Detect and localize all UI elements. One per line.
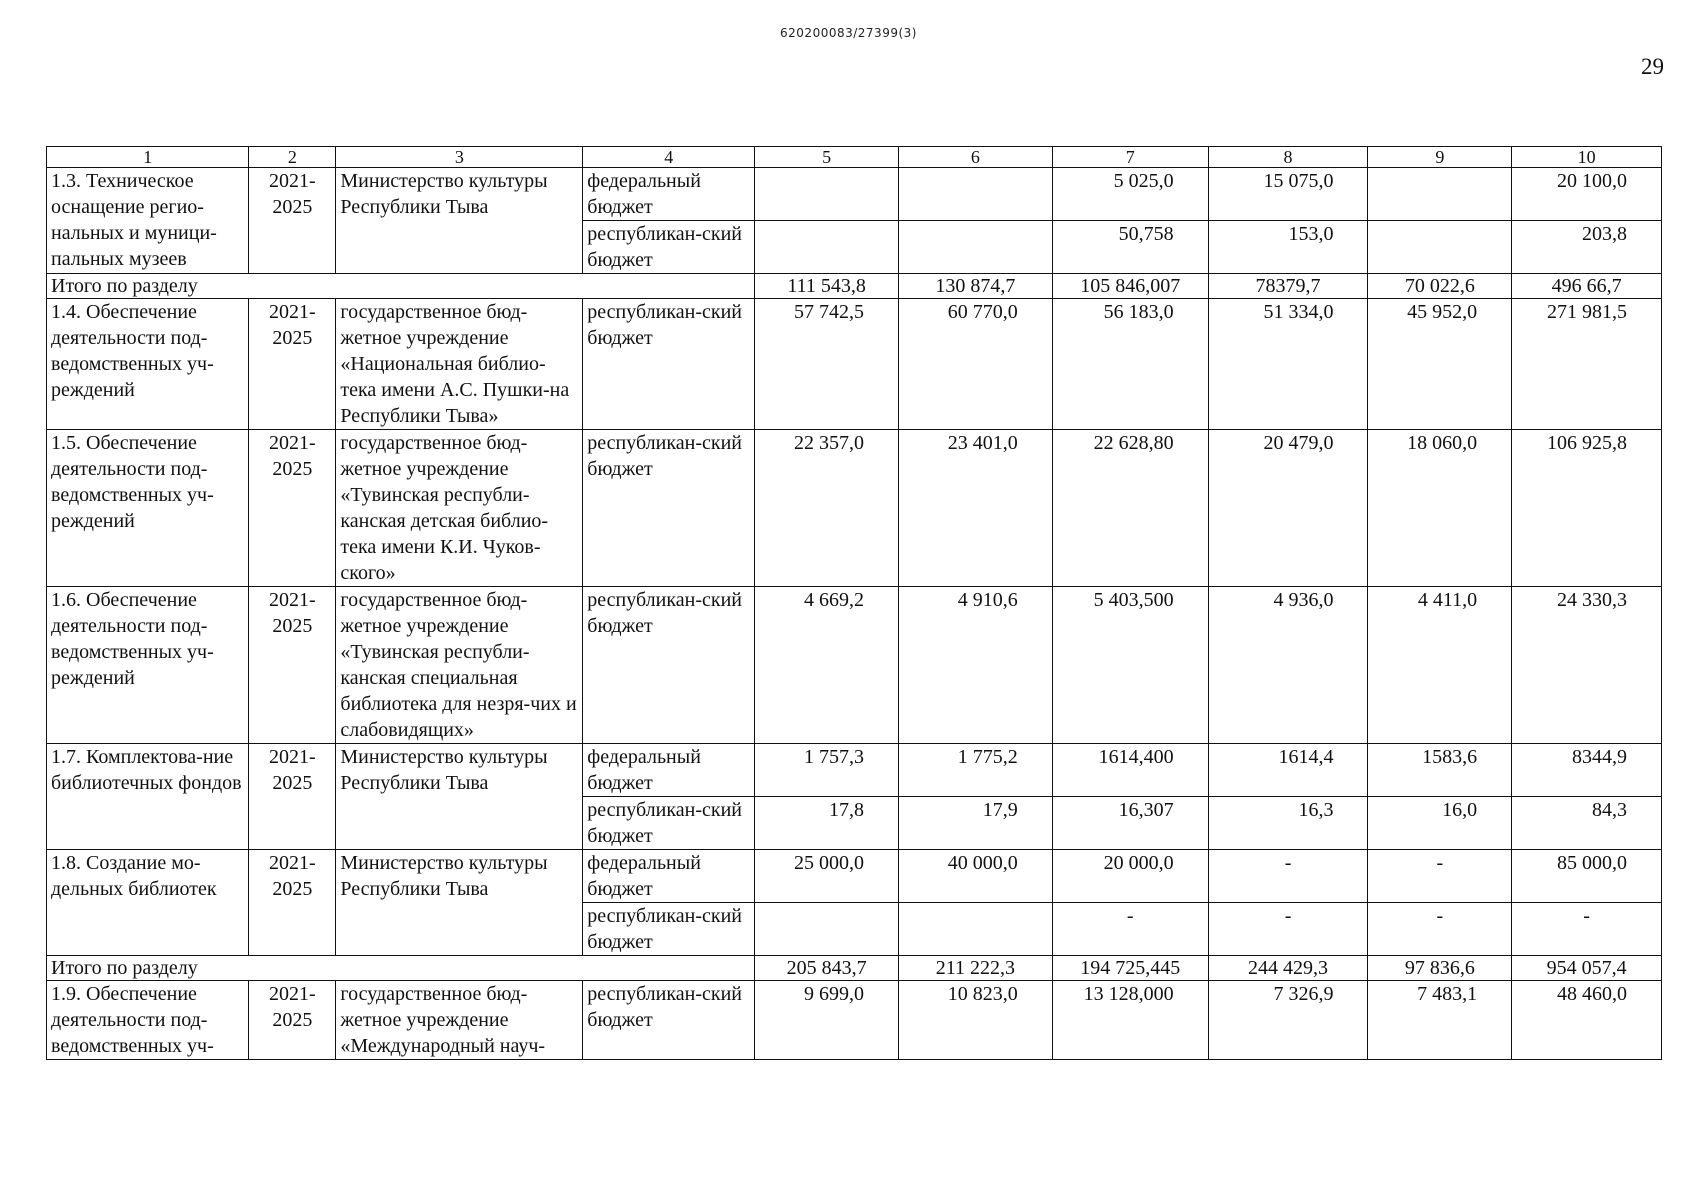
- value-cell: 45 952,0: [1368, 299, 1512, 430]
- value-cell: 16,0: [1368, 797, 1512, 850]
- funding-source: республикан-ский бюджет: [583, 430, 755, 587]
- years: 2021-2025: [249, 850, 336, 956]
- funding-source: республикан-ский бюджет: [583, 587, 755, 744]
- value-cell: 203,8: [1512, 221, 1662, 274]
- header-cell: 3: [336, 147, 583, 168]
- value-cell: 56 183,0: [1052, 299, 1208, 430]
- value-cell: 271 981,5: [1512, 299, 1662, 430]
- value-cell: 244 429,3: [1208, 956, 1368, 981]
- value-cell: 7 483,1: [1368, 981, 1512, 1060]
- header-cell: 9: [1368, 147, 1512, 168]
- value-cell: 7 326,9: [1208, 981, 1368, 1060]
- years: 2021-2025: [249, 168, 336, 274]
- value-cell: 60 770,0: [898, 299, 1052, 430]
- funding-source: республикан-ский бюджет: [583, 221, 755, 274]
- value-cell: 153,0: [1208, 221, 1368, 274]
- executor: Министерство культуры Республики Тыва: [336, 168, 583, 274]
- value-cell: [898, 221, 1052, 274]
- years: 2021-2025: [249, 981, 336, 1060]
- executor: государственное бюд-жетное учреждение «Международный науч-: [336, 981, 583, 1060]
- value-cell: [898, 903, 1052, 956]
- header-cell: 2: [249, 147, 336, 168]
- value-cell: 205 843,7: [755, 956, 899, 981]
- value-cell: -: [1052, 903, 1208, 956]
- executor: государственное бюд-жетное учреждение «Национальная библио-тека имени А.С. Пушки-на Республики Тыва»: [336, 299, 583, 430]
- table-row: [47, 299, 1662, 430]
- page-number: 29: [1641, 54, 1664, 79]
- table-row: [47, 430, 1662, 587]
- measure-name: 1.8. Создание мо-дельных библиотек: [47, 850, 249, 956]
- value-cell: 20 479,0: [1208, 430, 1368, 587]
- funding-source: федеральный бюджет: [583, 744, 755, 797]
- value-cell: 5 025,0: [1052, 168, 1208, 221]
- total-row: [47, 274, 1662, 299]
- executor: государственное бюд-жетное учреждение «Тувинская республи-канская детская библио-тека имени К.И. Чуков-ского»: [336, 430, 583, 587]
- value-cell: -: [1368, 850, 1512, 903]
- header-cell: 4: [583, 147, 755, 168]
- years: 2021-2025: [249, 430, 336, 587]
- value-cell: 4 910,6: [898, 587, 1052, 744]
- value-cell: [898, 168, 1052, 221]
- value-cell: 211 222,3: [898, 956, 1052, 981]
- table-row: [47, 981, 1662, 1060]
- value-cell: [1368, 168, 1512, 221]
- budget-table: [46, 146, 1662, 1060]
- value-cell: 78379,7: [1208, 274, 1368, 299]
- value-cell: 1614,400: [1052, 744, 1208, 797]
- value-cell: 50,758: [1052, 221, 1208, 274]
- value-cell: 97 836,6: [1368, 956, 1512, 981]
- header-row: [47, 147, 1662, 168]
- value-cell: 20 000,0: [1052, 850, 1208, 903]
- value-cell: 40 000,0: [898, 850, 1052, 903]
- document-id: 620200083/27399(3): [780, 26, 917, 40]
- value-cell: 1583,6: [1368, 744, 1512, 797]
- value-cell: -: [1208, 903, 1368, 956]
- measure-name: 1.3. Техническое оснащение регио-нальных и муници-пальных музеев: [47, 168, 249, 274]
- header-cell: 8: [1208, 147, 1368, 168]
- value-cell: 16,307: [1052, 797, 1208, 850]
- value-cell: 4 669,2: [755, 587, 899, 744]
- header-cell: 10: [1512, 147, 1662, 168]
- value-cell: 51 334,0: [1208, 299, 1368, 430]
- value-cell: [755, 903, 899, 956]
- executor: государственное бюд-жетное учреждение «Тувинская республи-канская специальная библиотека для незря-чих и слабовидящих»: [336, 587, 583, 744]
- value-cell: 4 411,0: [1368, 587, 1512, 744]
- value-cell: 111 543,8: [755, 274, 899, 299]
- value-cell: 84,3: [1512, 797, 1662, 850]
- total-label: Итого по разделу: [47, 956, 755, 981]
- value-cell: 5 403,500: [1052, 587, 1208, 744]
- measure-name: 1.5. Обеспечение деятельности под-ведомственных уч-реждений: [47, 430, 249, 587]
- value-cell: 17,9: [898, 797, 1052, 850]
- header-cell: 1: [47, 147, 249, 168]
- executor: Министерство культуры Республики Тыва: [336, 744, 583, 850]
- value-cell: -: [1512, 903, 1662, 956]
- value-cell: 48 460,0: [1512, 981, 1662, 1060]
- funding-source: республикан-ский бюджет: [583, 981, 755, 1060]
- value-cell: 22 628,80: [1052, 430, 1208, 587]
- value-cell: 4 936,0: [1208, 587, 1368, 744]
- funding-source: республикан-ский бюджет: [583, 299, 755, 430]
- value-cell: 22 357,0: [755, 430, 899, 587]
- value-cell: 1614,4: [1208, 744, 1368, 797]
- years: 2021-2025: [249, 744, 336, 850]
- value-cell: 85 000,0: [1512, 850, 1662, 903]
- value-cell: 106 925,8: [1512, 430, 1662, 587]
- value-cell: 194 725,445: [1052, 956, 1208, 981]
- value-cell: 1 775,2: [898, 744, 1052, 797]
- value-cell: 25 000,0: [755, 850, 899, 903]
- value-cell: 1 757,3: [755, 744, 899, 797]
- header-cell: 7: [1052, 147, 1208, 168]
- value-cell: [755, 221, 899, 274]
- value-cell: 18 060,0: [1368, 430, 1512, 587]
- value-cell: 57 742,5: [755, 299, 899, 430]
- funding-source: республикан-ский бюджет: [583, 797, 755, 850]
- measure-name: 1.7. Комплектова-ние библиотечных фондов: [47, 744, 249, 850]
- value-cell: 20 100,0: [1512, 168, 1662, 221]
- value-cell: 70 022,6: [1368, 274, 1512, 299]
- value-cell: 105 846,007: [1052, 274, 1208, 299]
- value-cell: 9 699,0: [755, 981, 899, 1060]
- years: 2021-2025: [249, 587, 336, 744]
- header-cell: 5: [755, 147, 899, 168]
- table-row: [47, 744, 1662, 797]
- value-cell: 10 823,0: [898, 981, 1052, 1060]
- value-cell: 13 128,000: [1052, 981, 1208, 1060]
- years: 2021-2025: [249, 299, 336, 430]
- table-row: [47, 587, 1662, 744]
- funding-source: республикан-ский бюджет: [583, 903, 755, 956]
- value-cell: -: [1368, 903, 1512, 956]
- table-row: [47, 168, 1662, 221]
- value-cell: 24 330,3: [1512, 587, 1662, 744]
- measure-name: 1.4. Обеспечение деятельности под-ведомственных уч-реждений: [47, 299, 249, 430]
- value-cell: 16,3: [1208, 797, 1368, 850]
- value-cell: 8344,9: [1512, 744, 1662, 797]
- funding-source: федеральный бюджет: [583, 168, 755, 221]
- measure-name: 1.6. Обеспечение деятельности под-ведомственных уч-реждений: [47, 587, 249, 744]
- value-cell: [1368, 221, 1512, 274]
- value-cell: 130 874,7: [898, 274, 1052, 299]
- funding-source: федеральный бюджет: [583, 850, 755, 903]
- value-cell: 496 66,7: [1512, 274, 1662, 299]
- total-row: [47, 956, 1662, 981]
- value-cell: 17,8: [755, 797, 899, 850]
- header-cell: 6: [898, 147, 1052, 168]
- executor: Министерство культуры Республики Тыва: [336, 850, 583, 956]
- table-row: [47, 850, 1662, 903]
- measure-name: 1.9. Обеспечение деятельности под-ведомственных уч-: [47, 981, 249, 1060]
- value-cell: 954 057,4: [1512, 956, 1662, 981]
- value-cell: -: [1208, 850, 1368, 903]
- total-label: Итого по разделу: [47, 274, 755, 299]
- value-cell: 15 075,0: [1208, 168, 1368, 221]
- value-cell: 23 401,0: [898, 430, 1052, 587]
- value-cell: [755, 168, 899, 221]
